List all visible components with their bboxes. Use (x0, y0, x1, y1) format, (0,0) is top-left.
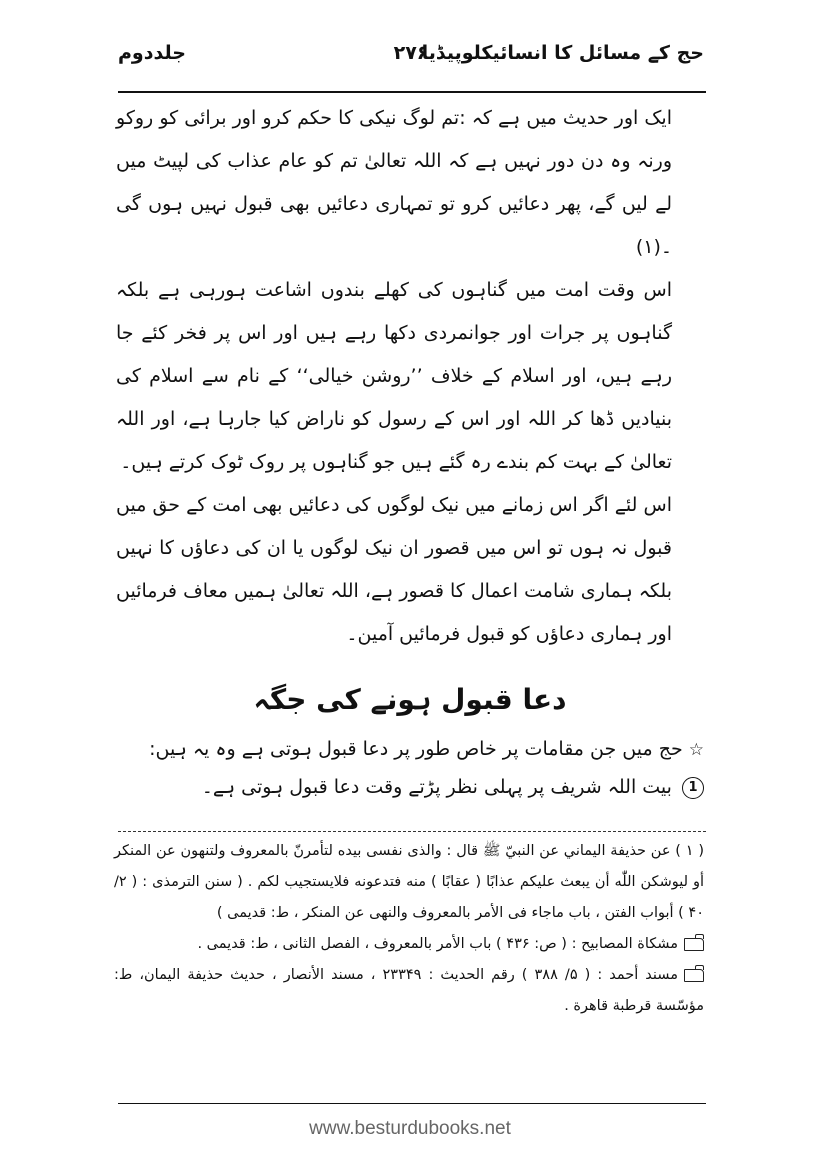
footer-rule (118, 1103, 706, 1104)
footnote-2: مشكاة المصابيح : ( ص: ۴۳۶ ) باب الأمر بالمعروف ، الفصل الثانى ، ط: قديمى . (197, 936, 678, 952)
circled-number-1: 1 (682, 777, 704, 799)
footnote-1: ( ۱ ) عن حذيفة اليماني عن النبيّ ﷺ قال : والذى نفسى بيده لتأمرنّ بالمعروف ولتنهون عن المنكر أو ليوشكن اللّٰه أن يبعث عليكم عذابًا ( عقابًا ) منه فتدعونه فلايستجيب لكم . ( سنن الترمذى : ( ۲/ ۴۰ ) أبواب الفتن ، باب ماجاء فى الأمر بالمعروف والنهى عن المنكر ، ط: قديمى ) (114, 843, 704, 921)
footnote-2-row (114, 929, 704, 960)
footnote-divider (118, 830, 706, 832)
section-intro (116, 738, 704, 760)
book-title: حج کے مسائل کا انسائیکلوپیڈیا (421, 42, 704, 64)
main-text (116, 97, 704, 656)
page-header (118, 36, 704, 92)
section-heading: دعا قبول ہونے کی جگہ (253, 683, 567, 716)
volume-label: جلددوم (118, 42, 186, 64)
book-icon (684, 938, 704, 951)
paragraph-hadith: ایک اور حدیث میں ہے کہ :تم لوگ نیکی کا حکم کرو اور برائی کو روکو ورنہ وہ دن دور نہیں ہے کہ اللہ تعالیٰ تم کو عام عذاب کی لپیٹ میں لے لیں گے، پھر دعائیں کرو تو تمہاری دعائیں بھی قبول نہیں ہوں گی ۔(۱) (116, 107, 672, 258)
list-item-text: بیت اللہ شریف پر پہلی نظر پڑتے وقت دعا قبول ہوتی ہے۔ (201, 776, 672, 798)
book-icon (684, 969, 704, 982)
star-icon: ☆ (688, 740, 704, 760)
header-rule (118, 91, 706, 93)
list-item (116, 776, 704, 799)
paragraph-sins: اس وقت امت میں گناہوں کی کھلے بندوں اشاعت ہورہی ہے بلکہ گناہوں پر جرات اور جوانمردی دکھا رہے ہیں اور اس پر فخر کئے جا رہے ہیں، اور اسلام کے خلاف ’’روشن خیالی‘‘ کے نام سے اسلام کی بنیادیں ڈھا کر اللہ اور اس کے رسول کو ناراض کیا جارہا ہے، اور اللہ تعالیٰ کے بہت کم بندے رہ گئے ہیں جو گناہوں پر روک ٹوک کرتے ہیں۔ (116, 279, 672, 473)
footnote-3: مسند أحمد : ( ۵/ ۳۸۸ ) رقم الحديث : ۲۳۳۴۹ ، مسند الأنصار ، حديث حذيفة اليمان، ط: مؤسّسة قرطبة قاهرة . (114, 967, 704, 1014)
section-intro-text: حج میں جن مقامات پر خاص طور پر دعا قبول ہوتی ہے وہ یہ ہیں: (149, 738, 683, 760)
paragraph-prayers: اس لئے اگر اس زمانے میں نیک لوگوں کی دعائیں بھی امت کے حق میں قبول نہ ہوں تو اس میں قصور ان نیک لوگوں یا ان کی دعاؤں کا نہیں بلکہ ہماری شامت اعمال کا قصور ہے، اللہ تعالیٰ ہمیں معاف فرمائیں اور ہماری دعاؤں کو قبول فرمائیں آمین۔ (116, 494, 672, 645)
footnotes (114, 836, 704, 1022)
page-number: ۲۷۶ (393, 42, 429, 64)
website-footer: www.besturdubooks.net (309, 1118, 511, 1139)
footnote-3-row (114, 960, 704, 1022)
